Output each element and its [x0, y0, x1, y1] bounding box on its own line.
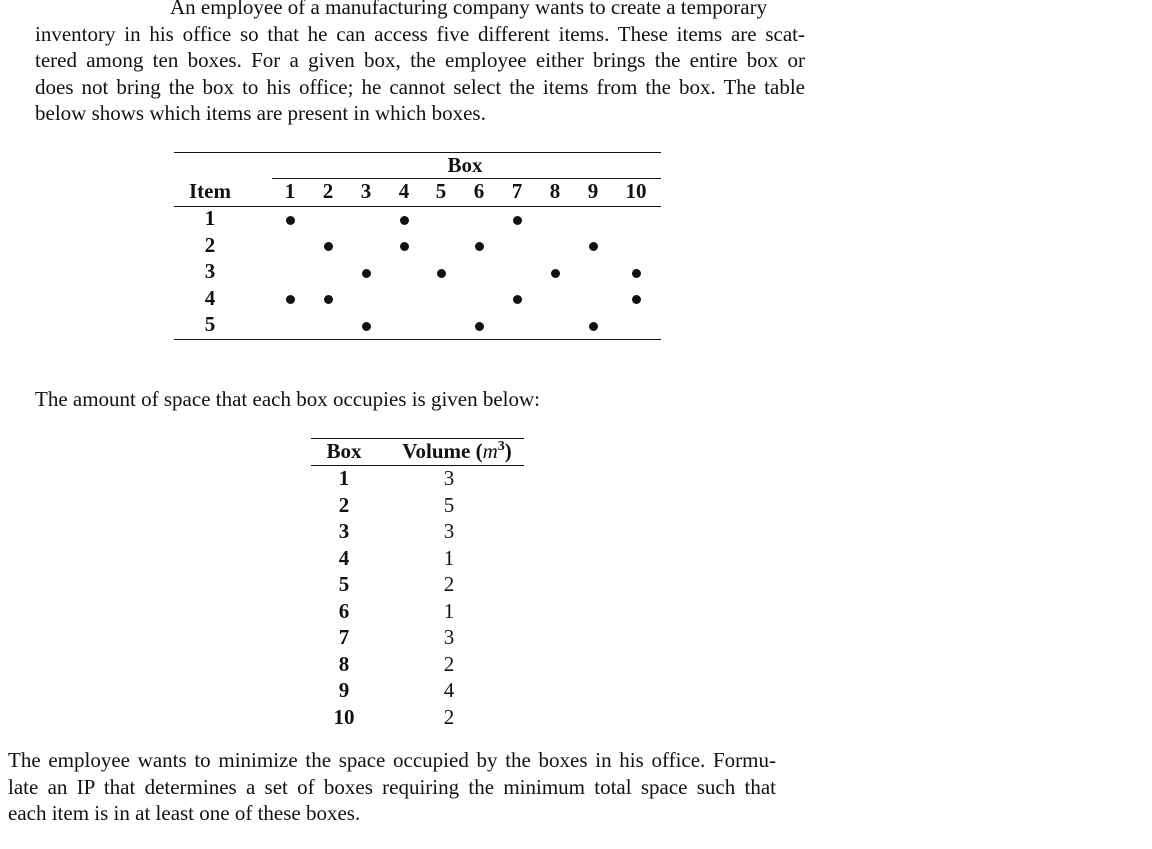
item-column-header: Item — [189, 179, 231, 203]
volume-row-box: 7 — [338, 625, 350, 649]
conclusion-line: late an IP that determines a set of boxes requiring the minimum total space such that — [8, 774, 776, 799]
box-header-1: 1 — [284, 179, 296, 203]
conclusion-line: each item is in at least one of these boxes. — [8, 801, 361, 825]
volume-row-value: 2 — [443, 704, 455, 729]
item-label-5: 5 — [204, 312, 216, 336]
volume-row-value: 1 — [443, 598, 455, 623]
intro-line: inventory in his office so that he can access five different items. These items are scat- — [35, 21, 805, 46]
volume-row-box: 10 — [333, 704, 355, 729]
item-2-box-6-dot — [475, 242, 484, 251]
item-1-box-7-dot — [513, 216, 522, 225]
box-header-9: 9 — [587, 179, 599, 203]
volume-row-value: 2 — [443, 572, 455, 596]
box-header-10: 10 — [625, 179, 647, 203]
item-box-table — [174, 152, 661, 341]
volume-row-value: 5 — [443, 492, 455, 517]
item-label-2: 2 — [204, 232, 216, 257]
volume-row-value: 2 — [443, 651, 455, 676]
intro-line: below shows which items are present in which boxes. — [35, 101, 486, 125]
item-4-box-10-dot — [632, 295, 641, 304]
box-header-8: 8 — [549, 179, 561, 203]
table-bottom-rule — [174, 339, 661, 340]
header-bottom-rule — [174, 206, 661, 207]
item-3-box-3-dot — [362, 269, 371, 278]
item-2-box-2-dot — [324, 242, 333, 251]
volume-row-box: 2 — [338, 492, 350, 517]
item-2-box-4-dot — [400, 242, 409, 251]
box-volume-table — [311, 438, 524, 728]
volume-row-box: 9 — [338, 678, 350, 702]
item-3-box-10-dot — [632, 269, 641, 278]
volume-column-header: Volume $(m^3)$ — [402, 439, 512, 463]
box-group-header: Box — [447, 153, 483, 177]
item-3-box-5-dot — [437, 269, 446, 278]
item-1-box-4-dot — [400, 216, 409, 225]
item-label-1: 1 — [204, 206, 216, 230]
volume-row-value: 3 — [443, 519, 455, 543]
table-top-rule — [174, 152, 661, 153]
volume-row-value: 1 — [443, 545, 455, 570]
volume-row-box: 3 — [338, 519, 350, 543]
intro-line: tered among ten boxes. For a given box, the employee either brings the entire box or — [35, 48, 805, 72]
box-header-4: 4 — [398, 179, 410, 203]
conclusion-paragraph — [8, 747, 776, 827]
item-4-box-7-dot — [513, 295, 522, 304]
volume-row-box: 6 — [338, 598, 350, 623]
item-5-box-9-dot — [589, 322, 598, 331]
volume-row-box: 4 — [338, 545, 350, 570]
item-4-box-1-dot — [286, 295, 295, 304]
volume-row-box: 1 — [338, 466, 350, 490]
volume-row-value: 3 — [443, 625, 455, 649]
volume-row-box: 5 — [338, 572, 350, 596]
volume-row-value: 3 — [443, 466, 455, 490]
box-header-6: 6 — [473, 179, 485, 203]
space-intro-text: The amount of space that each box occupies is given below: — [35, 387, 541, 411]
item-2-box-9-dot — [589, 242, 598, 251]
item-4-box-2-dot — [324, 295, 333, 304]
box-header-5: 5 — [435, 179, 447, 203]
intro-line: An employee of a manufacturing company wants to create a temporary — [170, 0, 768, 19]
item-label-3: 3 — [204, 259, 216, 283]
item-label-4: 4 — [204, 285, 216, 310]
intro-line: does not bring the box to his office; he cannot select the items from the box. The table — [35, 74, 805, 99]
item-5-box-3-dot — [362, 322, 371, 331]
volume-row-value: 4 — [443, 678, 455, 702]
intro-paragraph — [35, 0, 805, 127]
box-header-2: 2 — [322, 179, 334, 203]
item-3-box-8-dot — [551, 269, 560, 278]
item-5-box-6-dot — [475, 322, 484, 331]
volume-row-box: 8 — [338, 651, 350, 676]
box-header-7: 7 — [511, 179, 523, 203]
box-header-3: 3 — [360, 179, 372, 203]
item-1-box-1-dot — [286, 216, 295, 225]
conclusion-line: The employee wants to minimize the space occupied by the boxes in his office. Formu- — [8, 748, 776, 772]
box-column-header: Box — [326, 439, 362, 463]
